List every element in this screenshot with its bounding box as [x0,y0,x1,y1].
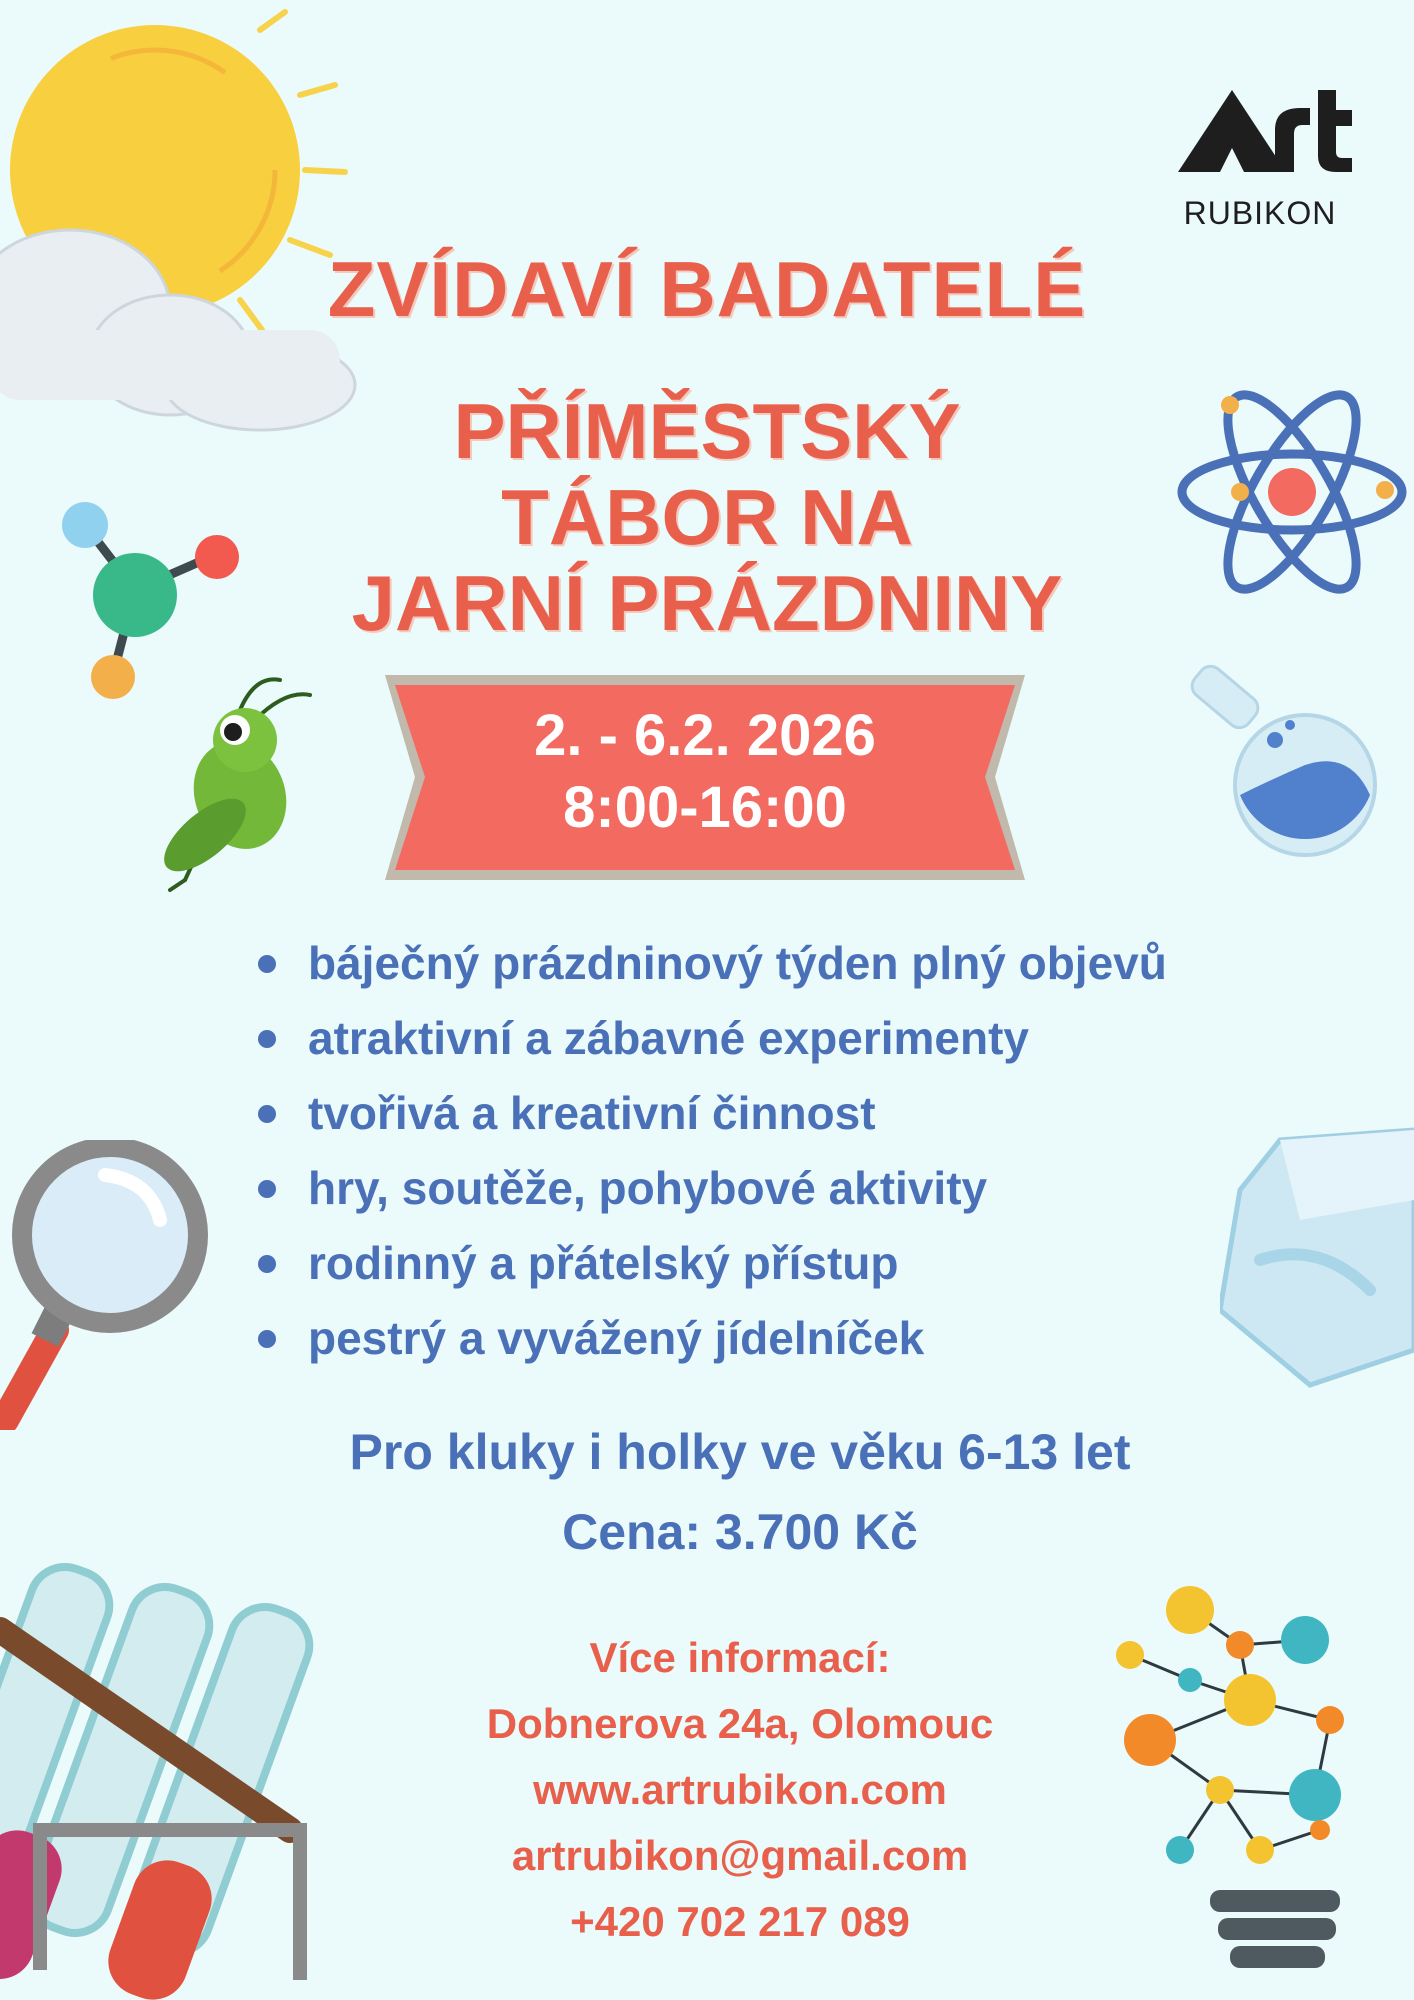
page-title: ZVÍDAVÍ BADATELÉ [327,245,1087,333]
magnifier-icon [0,1140,220,1430]
subtitle [250,388,1164,646]
subtitle-line: PŘÍMĚSTSKÝ [453,387,961,475]
feature-list [258,928,1338,1378]
price-text: Cena: 3.700 Kč [562,1504,918,1560]
list-item [258,1303,1338,1378]
bullet-icon [258,1255,276,1273]
feature-text: tvořivá a kreativní činnost [308,1087,876,1139]
sun-cloud-icon [0,0,360,440]
feature-text: pestrý a vyvážený jídelníček [308,1312,925,1364]
list-item [258,928,1338,1003]
feature-text: báječný prázdninový týden plný objevů [308,937,1167,989]
bullet-icon [258,955,276,973]
list-item [258,1003,1338,1078]
atom-icon [1170,380,1414,605]
grasshopper-icon [145,665,325,900]
feature-text: rodinný a přátelský přístup [308,1237,899,1289]
contact-website[interactable]: www.artrubikon.com [533,1766,947,1813]
feature-text: atraktivní a zábavné experimenty [308,1012,1029,1064]
list-item [258,1153,1338,1228]
schedule-dates: 2. - 6.2. 2026 [534,703,876,768]
bullet-icon [258,1330,276,1348]
bullet-icon [258,1105,276,1123]
art-logo-icon [1170,70,1360,180]
bullet-icon [258,1180,276,1198]
list-item [258,1228,1338,1303]
audience-block [200,1412,1280,1572]
bullet-icon [258,1030,276,1048]
flask-icon [1180,655,1380,865]
contact-address: Dobnerova 24a, Olomouc [486,1700,994,1747]
subtitle-line: TÁBOR NA [501,473,913,561]
brand-name: RUBIKON [1183,195,1337,231]
schedule-hours: 8:00-16:00 [563,775,847,840]
contact-heading: Více informací: [589,1634,891,1681]
test-tubes-icon [0,1500,330,2000]
schedule [385,700,1025,844]
contact-phone[interactable]: +420 702 217 089 [570,1898,910,1945]
contact-block [300,1625,1180,1955]
audience-text: Pro kluky i holky ve věku 6-13 let [349,1424,1131,1480]
subtitle-line: JARNÍ PRÁZDNINY [351,559,1063,647]
feature-text: hry, soutěže, pohybové aktivity [308,1162,988,1214]
list-item [258,1078,1338,1153]
lightbulb-network-icon [1090,1570,1380,1990]
ice-cube-icon [1220,1120,1414,1390]
contact-email[interactable]: artrubikon@gmail.com [511,1832,969,1879]
